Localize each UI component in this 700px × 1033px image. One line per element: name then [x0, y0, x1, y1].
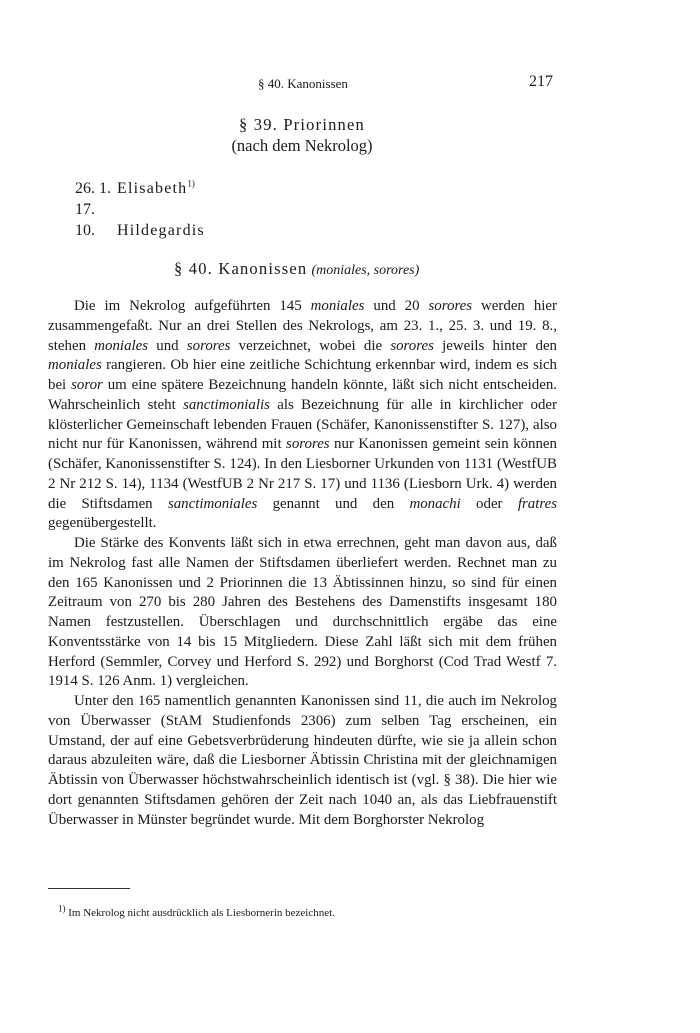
paragraph: Unter den 165 namentlich genannten Kanonissen sind 11, die auch im Nekrolog von Überwasser (StAM Studienfonds 2306) zum selben Tag erscheinen, ein Umstand, der auf eine Gebetsverbrüderung hindeuten dürfte, wie sie ja allein schon daraus abzuleiten wäre, daß die Liesborner Äbtissin Christina mit der gleichnamigen Äbtissin von Überwasser höchstwahrscheinlich identisch ist (vgl. § 38). Die hier wie dort genannten Stiftsdamen gehören der Zeit nach 1040 an, als das Liebfrauenstift Überwasser in Münster begründet wurde. Mit dem Borghorster Nekrolog: [48, 693, 557, 828]
latin-term: moniales: [94, 337, 149, 354]
latin-term: sanctimoniales: [167, 495, 258, 512]
section-40-latin-terms: (moniales, sorores): [311, 263, 420, 278]
section-39-subheading: (nach dem Nekrolog): [231, 136, 373, 155]
footnote: [58, 903, 335, 919]
latin-term: monachi: [409, 495, 461, 512]
latin-term: sorores: [286, 436, 330, 453]
footnote-text: Im Nekrolog nicht ausdrücklich als Liesbornerin bezeichnet.: [68, 907, 335, 919]
latin-term: sanctimonialis: [183, 396, 270, 413]
footnote-divider: [48, 888, 130, 889]
footnote-reference: 1): [187, 178, 195, 189]
latin-term: moniales: [48, 357, 102, 374]
paragraph: Die im Nekrolog aufgeführten 145 moniales und 20 sorores werden hier zusammengefaßt. Nur an drei Stellen des Nekrologs, am 23. 1., 25. 3. und 19. 8., stehen moniales und sorores verzeichnet, wobei die sorores jeweils hinter den moniales rangieren. Ob hier eine zeitliche Schichtung erkennbar wird, indem es sich bei soror um eine spätere Bezeichnung handeln könnte, läßt sich nicht entscheiden. Wahrscheinlich steht sanctimonialis als Bezeichnung für alle in kirchlicher oder klösterlicher Gemeinschaft lebenden Frauen (Schäfer, Kanonissenstifter S. 127), also nicht nur für Kanonissen, während mit sorores nur Kanonissen gemeint sein können (Schäfer, Kanonissenstifter S. 124). In den Liesborner Urkunden von 1131 (WestfUB 2 Nr 212 S. 14), 1134 (WestfUB 2 Nr 217 S. 17) und 1136 (Liesborn Urk. 4) werden die Stiftsdamen sanctimoniales genannt und den monachi oder fratres gegenübergestellt.: [48, 298, 558, 532]
entry-name: Elisabeth: [117, 180, 188, 197]
latin-term: sorores: [428, 298, 473, 314]
body-text: [48, 297, 557, 830]
section-39-heading: § 39. Priorinnen: [239, 115, 365, 134]
latin-term: moniales: [310, 298, 365, 314]
footnote-mark: 1): [58, 903, 66, 914]
entry-date: 26. 1.: [75, 180, 111, 197]
section-40-title: § 40. Kanonissen: [174, 259, 308, 278]
entry-name: Hildegardis: [117, 222, 205, 239]
list-item: [75, 199, 205, 241]
entry-date: 17. 10.: [75, 201, 95, 239]
latin-term: sorores: [186, 337, 231, 354]
page-number: 217: [529, 73, 553, 90]
list-item: [75, 178, 205, 199]
latin-term: sorores: [390, 337, 434, 354]
running-title: § 40. Kanonissen: [258, 76, 348, 91]
latin-term: soror: [71, 377, 103, 393]
paragraph: Die Stärke des Konvents läßt sich in etwa errechnen, geht man davon aus, daß im Nekrolog fast alle Namen der Stiftsdamen überliefert werden. Rechnet man zu den 165 Kanonissen und 2 Priorinnen die 13 Äbtissinnen hinzu, so sind für einen Zeitraum von 270 bis 280 Jahren des Bestehens des Damenstifts insgesamt 180 Namen festzustellen. Überschlagen und durchschnittlich ergäbe das eine Konventsstärke von 14 bis 15 Mitgliedern. Diese Zahl läßt sich mit dem frühen Herford (Semmler, Corvey und Herford S. 292) und Borghorst (Cod Trad Westf 7. 1914 S. 126 Anm. 1) vergleichen.: [48, 535, 557, 690]
section-40-heading: [174, 259, 419, 279]
section-39: [0, 114, 604, 156]
latin-term: fratres: [517, 495, 557, 512]
prioress-list: [75, 178, 205, 241]
